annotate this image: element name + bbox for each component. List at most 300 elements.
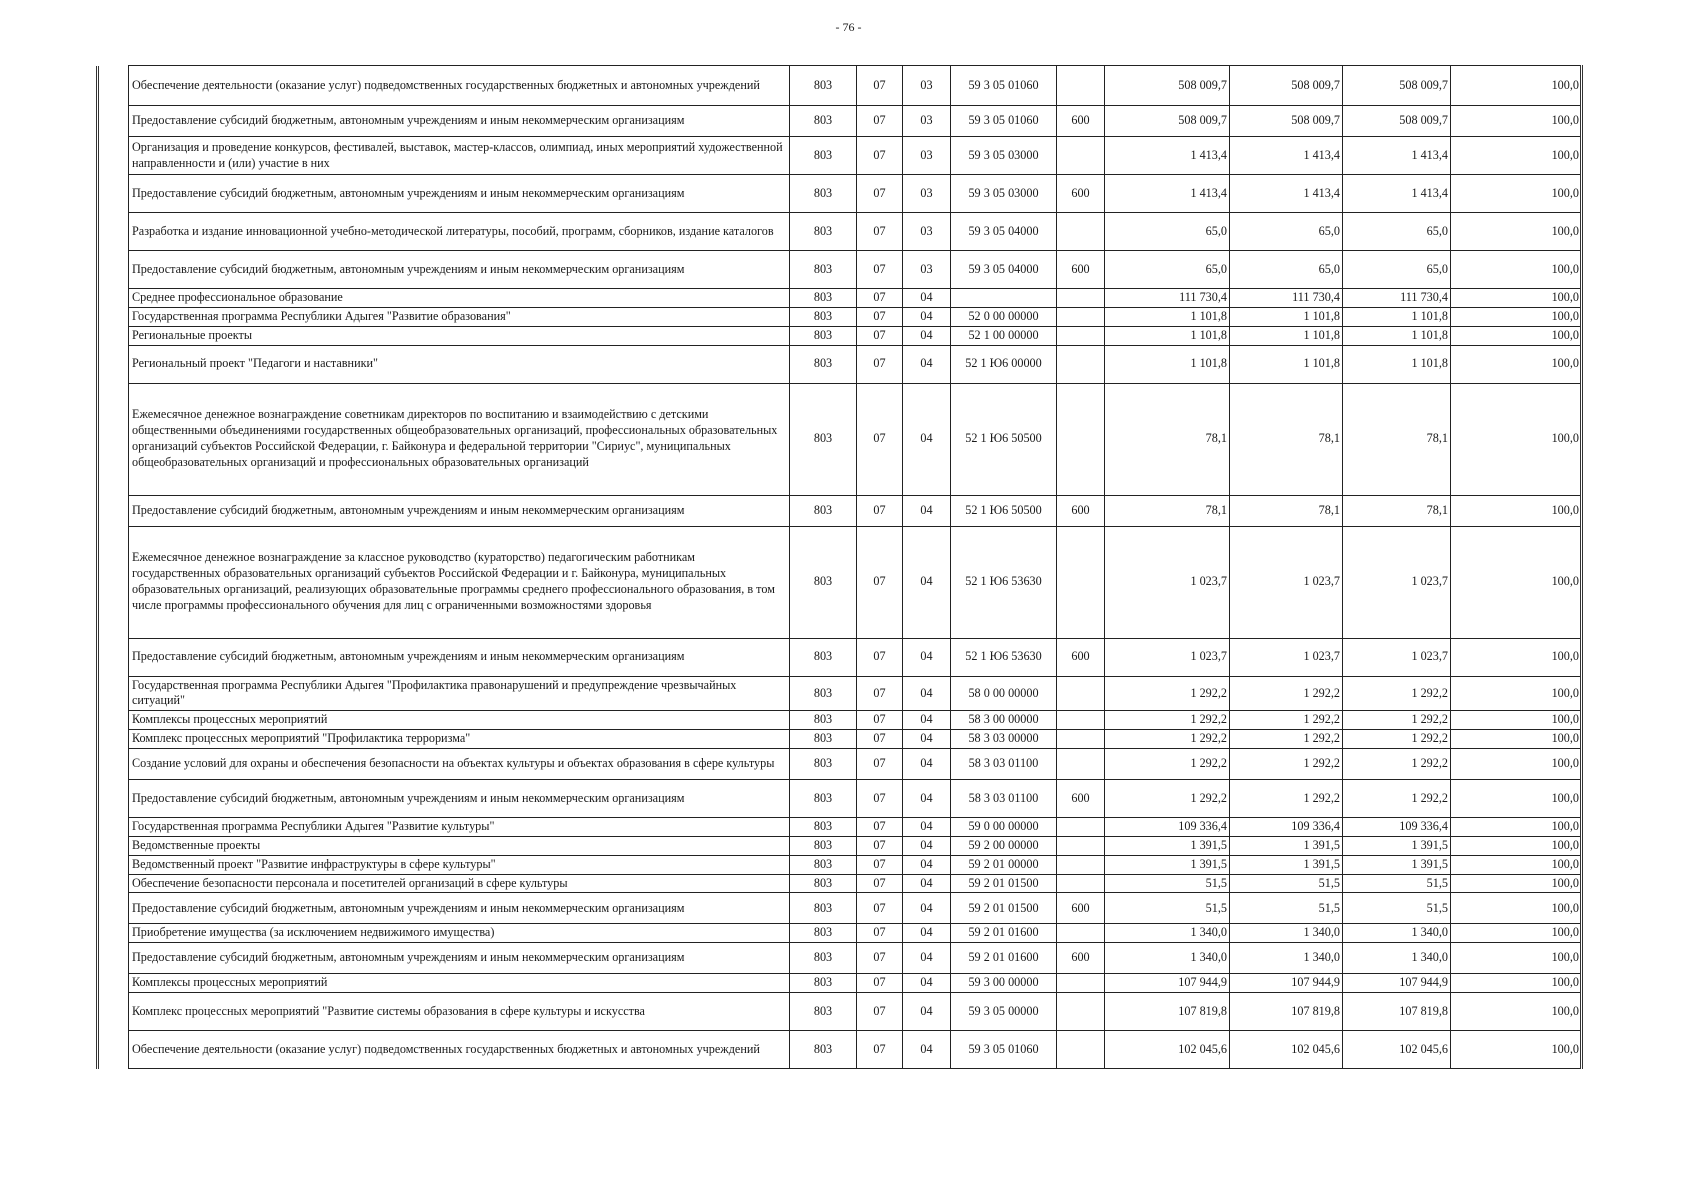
- row-amount-3: 1 413,4: [1343, 175, 1451, 213]
- row-description: Обеспечение безопасности персонала и посетителей организаций в сфере культуры: [129, 874, 790, 893]
- row-amount-2: 1 292,2: [1230, 749, 1343, 780]
- table-row: [98, 495, 1582, 526]
- row-margin-cell: [98, 251, 129, 289]
- row-amount-2: 1 101,8: [1230, 345, 1343, 383]
- row-amount-2: 107 944,9: [1230, 974, 1343, 993]
- row-subsection-code: 04: [903, 836, 951, 855]
- row-percent: 100,0: [1451, 780, 1582, 818]
- row-expense-type: [1057, 307, 1105, 326]
- row-subsection-code: 04: [903, 526, 951, 638]
- row-expense-type: [1057, 66, 1105, 106]
- row-margin-cell: [98, 326, 129, 345]
- row-amount-3: 1 340,0: [1343, 943, 1451, 974]
- row-expense-type: [1057, 749, 1105, 780]
- row-description: Комплекс процессных мероприятий "Профилактика терроризма": [129, 730, 790, 749]
- row-amount-1: 508 009,7: [1105, 66, 1230, 106]
- row-description: Государственная программа Республики Адыгея "Развитие образования": [129, 307, 790, 326]
- row-target-article: 58 3 00 00000: [951, 711, 1057, 730]
- row-amount-2: 65,0: [1230, 213, 1343, 251]
- row-amount-1: 1 292,2: [1105, 711, 1230, 730]
- row-expense-type: [1057, 874, 1105, 893]
- row-amount-1: 1 101,8: [1105, 326, 1230, 345]
- row-amount-1: 1 413,4: [1105, 175, 1230, 213]
- row-ministry-code: 803: [790, 251, 857, 289]
- row-section-code: 07: [857, 711, 903, 730]
- row-target-article: 59 3 00 00000: [951, 974, 1057, 993]
- row-amount-2: 1 413,4: [1230, 175, 1343, 213]
- row-amount-1: 508 009,7: [1105, 106, 1230, 137]
- row-amount-2: 65,0: [1230, 251, 1343, 289]
- row-amount-3: 107 944,9: [1343, 974, 1451, 993]
- row-amount-3: 109 336,4: [1343, 818, 1451, 837]
- row-expense-type: [1057, 993, 1105, 1031]
- row-amount-2: 51,5: [1230, 893, 1343, 924]
- row-amount-1: 1 391,5: [1105, 836, 1230, 855]
- row-amount-2: 51,5: [1230, 874, 1343, 893]
- row-section-code: 07: [857, 1031, 903, 1069]
- row-section-code: 07: [857, 326, 903, 345]
- row-amount-1: 111 730,4: [1105, 289, 1230, 308]
- row-amount-1: 1 391,5: [1105, 855, 1230, 874]
- row-subsection-code: 04: [903, 993, 951, 1031]
- table-row: [98, 66, 1582, 106]
- row-target-article: 59 2 01 01500: [951, 893, 1057, 924]
- row-amount-3: 1 101,8: [1343, 345, 1451, 383]
- row-amount-1: 1 292,2: [1105, 730, 1230, 749]
- row-ministry-code: 803: [790, 676, 857, 711]
- row-section-code: 07: [857, 730, 903, 749]
- row-amount-2: 1 023,7: [1230, 526, 1343, 638]
- row-subsection-code: 04: [903, 345, 951, 383]
- row-percent: 100,0: [1451, 345, 1582, 383]
- table-row: [98, 943, 1582, 974]
- row-description: Ежемесячное денежное вознаграждение за классное руководство (кураторство) педагогическим работникам государственных образовательных организаций субъектов Российской Федерации и г. Байконура, муниципальных образовательных организаций, реализующих образовательные программы среднего профессионального образования, в том числе программы профессионального обучения для лиц с ограниченными возможностями здоровья: [129, 526, 790, 638]
- row-expense-type: [1057, 326, 1105, 345]
- row-section-code: 07: [857, 874, 903, 893]
- row-section-code: 07: [857, 526, 903, 638]
- table-row: [98, 251, 1582, 289]
- row-amount-1: 1 340,0: [1105, 924, 1230, 943]
- row-description: Предоставление субсидий бюджетным, автономным учреждениям и иным некоммерческим организациям: [129, 495, 790, 526]
- table-row: [98, 749, 1582, 780]
- row-subsection-code: 04: [903, 1031, 951, 1069]
- table-row: [98, 137, 1582, 175]
- row-amount-3: 1 391,5: [1343, 855, 1451, 874]
- row-subsection-code: 04: [903, 818, 951, 837]
- row-amount-3: 508 009,7: [1343, 106, 1451, 137]
- table-row: [98, 780, 1582, 818]
- row-expense-type: [1057, 855, 1105, 874]
- row-expense-type: [1057, 1031, 1105, 1069]
- row-margin-cell: [98, 874, 129, 893]
- row-subsection-code: 04: [903, 730, 951, 749]
- row-section-code: 07: [857, 836, 903, 855]
- row-margin-cell: [98, 1031, 129, 1069]
- row-amount-3: 508 009,7: [1343, 66, 1451, 106]
- row-expense-type: [1057, 213, 1105, 251]
- table-row: [98, 638, 1582, 676]
- row-margin-cell: [98, 213, 129, 251]
- row-amount-1: 65,0: [1105, 251, 1230, 289]
- row-section-code: 07: [857, 749, 903, 780]
- row-ministry-code: 803: [790, 749, 857, 780]
- row-margin-cell: [98, 730, 129, 749]
- row-section-code: 07: [857, 924, 903, 943]
- row-percent: 100,0: [1451, 993, 1582, 1031]
- row-margin-cell: [98, 855, 129, 874]
- row-ministry-code: 803: [790, 974, 857, 993]
- row-amount-2: 1 292,2: [1230, 676, 1343, 711]
- row-amount-3: 1 101,8: [1343, 326, 1451, 345]
- budget-table: [96, 65, 1583, 1069]
- row-section-code: 07: [857, 974, 903, 993]
- row-amount-2: 78,1: [1230, 495, 1343, 526]
- row-subsection-code: 04: [903, 495, 951, 526]
- table-row: [98, 874, 1582, 893]
- row-percent: 100,0: [1451, 106, 1582, 137]
- row-percent: 100,0: [1451, 175, 1582, 213]
- table-row: [98, 1031, 1582, 1069]
- row-subsection-code: 04: [903, 974, 951, 993]
- row-ministry-code: 803: [790, 289, 857, 308]
- row-amount-2: 109 336,4: [1230, 818, 1343, 837]
- row-margin-cell: [98, 780, 129, 818]
- row-subsection-code: 04: [903, 638, 951, 676]
- row-amount-2: 508 009,7: [1230, 106, 1343, 137]
- row-expense-type: 600: [1057, 943, 1105, 974]
- table-row: [98, 855, 1582, 874]
- row-amount-1: 1 340,0: [1105, 943, 1230, 974]
- row-ministry-code: 803: [790, 638, 857, 676]
- row-amount-1: 78,1: [1105, 383, 1230, 495]
- row-percent: 100,0: [1451, 874, 1582, 893]
- row-ministry-code: 803: [790, 711, 857, 730]
- row-percent: 100,0: [1451, 924, 1582, 943]
- row-target-article: [951, 289, 1057, 308]
- row-subsection-code: 04: [903, 711, 951, 730]
- row-margin-cell: [98, 383, 129, 495]
- row-percent: 100,0: [1451, 855, 1582, 874]
- table-row: [98, 526, 1582, 638]
- row-percent: 100,0: [1451, 638, 1582, 676]
- row-section-code: 07: [857, 137, 903, 175]
- row-amount-3: 51,5: [1343, 874, 1451, 893]
- row-description: Приобретение имущества (за исключением недвижимого имущества): [129, 924, 790, 943]
- row-amount-2: 1 292,2: [1230, 730, 1343, 749]
- row-amount-1: 107 819,8: [1105, 993, 1230, 1031]
- row-subsection-code: 04: [903, 893, 951, 924]
- row-ministry-code: 803: [790, 924, 857, 943]
- row-subsection-code: 04: [903, 874, 951, 893]
- row-amount-3: 1 292,2: [1343, 711, 1451, 730]
- row-section-code: 07: [857, 676, 903, 711]
- row-description: Ведомственные проекты: [129, 836, 790, 855]
- row-expense-type: 600: [1057, 780, 1105, 818]
- row-target-article: 59 2 01 01500: [951, 874, 1057, 893]
- table-row: [98, 818, 1582, 837]
- row-target-article: 58 3 03 00000: [951, 730, 1057, 749]
- row-amount-2: 107 819,8: [1230, 993, 1343, 1031]
- row-target-article: 52 1 Ю6 50500: [951, 495, 1057, 526]
- page-number: - 76 -: [835, 20, 862, 34]
- row-percent: 100,0: [1451, 383, 1582, 495]
- row-section-code: 07: [857, 175, 903, 213]
- row-percent: 100,0: [1451, 326, 1582, 345]
- row-percent: 100,0: [1451, 495, 1582, 526]
- row-description: Региональный проект "Педагоги и наставники": [129, 345, 790, 383]
- row-expense-type: [1057, 289, 1105, 308]
- row-target-article: 59 3 05 03000: [951, 175, 1057, 213]
- row-expense-type: [1057, 383, 1105, 495]
- row-subsection-code: 04: [903, 924, 951, 943]
- row-target-article: 59 3 05 04000: [951, 213, 1057, 251]
- row-target-article: 52 1 Ю6 53630: [951, 526, 1057, 638]
- row-margin-cell: [98, 749, 129, 780]
- row-subsection-code: 04: [903, 943, 951, 974]
- table-row: [98, 730, 1582, 749]
- row-margin-cell: [98, 307, 129, 326]
- row-amount-3: 1 292,2: [1343, 780, 1451, 818]
- row-section-code: 07: [857, 638, 903, 676]
- row-amount-3: 1 340,0: [1343, 924, 1451, 943]
- row-percent: 100,0: [1451, 676, 1582, 711]
- row-expense-type: [1057, 676, 1105, 711]
- row-ministry-code: 803: [790, 1031, 857, 1069]
- row-margin-cell: [98, 711, 129, 730]
- table-row: [98, 213, 1582, 251]
- row-subsection-code: 04: [903, 326, 951, 345]
- row-margin-cell: [98, 924, 129, 943]
- row-percent: 100,0: [1451, 818, 1582, 837]
- row-amount-2: 1 023,7: [1230, 638, 1343, 676]
- row-subsection-code: 04: [903, 383, 951, 495]
- row-section-code: 07: [857, 66, 903, 106]
- row-expense-type: [1057, 526, 1105, 638]
- row-section-code: 07: [857, 345, 903, 383]
- row-expense-type: [1057, 711, 1105, 730]
- row-expense-type: 600: [1057, 175, 1105, 213]
- row-percent: 100,0: [1451, 307, 1582, 326]
- row-target-article: 52 1 Ю6 00000: [951, 345, 1057, 383]
- row-description: Предоставление субсидий бюджетным, автономным учреждениям и иным некоммерческим организациям: [129, 175, 790, 213]
- row-description: Предоставление субсидий бюджетным, автономным учреждениям и иным некоммерческим организациям: [129, 251, 790, 289]
- row-description: Предоставление субсидий бюджетным, автономным учреждениям и иным некоммерческим организациям: [129, 780, 790, 818]
- row-description: Организация и проведение конкурсов, фестивалей, выставок, мастер-классов, олимпиад, иных мероприятий художественной направленности и (или) участие в них: [129, 137, 790, 175]
- row-percent: 100,0: [1451, 730, 1582, 749]
- row-amount-2: 1 413,4: [1230, 137, 1343, 175]
- row-target-article: 52 0 00 00000: [951, 307, 1057, 326]
- row-margin-cell: [98, 345, 129, 383]
- row-target-article: 59 3 05 03000: [951, 137, 1057, 175]
- row-ministry-code: 803: [790, 993, 857, 1031]
- row-ministry-code: 803: [790, 383, 857, 495]
- row-subsection-code: 03: [903, 175, 951, 213]
- row-description: Государственная программа Республики Адыгея "Развитие культуры": [129, 818, 790, 837]
- row-ministry-code: 803: [790, 893, 857, 924]
- row-amount-1: 1 413,4: [1105, 137, 1230, 175]
- row-expense-type: 600: [1057, 251, 1105, 289]
- row-subsection-code: 04: [903, 289, 951, 308]
- row-section-code: 07: [857, 106, 903, 137]
- row-percent: 100,0: [1451, 974, 1582, 993]
- row-margin-cell: [98, 106, 129, 137]
- row-margin-cell: [98, 993, 129, 1031]
- table-row: [98, 993, 1582, 1031]
- row-amount-3: 1 292,2: [1343, 730, 1451, 749]
- row-subsection-code: 04: [903, 307, 951, 326]
- row-margin-cell: [98, 676, 129, 711]
- row-description: Ежемесячное денежное вознаграждение советникам директоров по воспитанию и взаимодействию с детскими общественными объединениями государственных общеобразовательных организаций, профессиональных образовательных организаций субъектов Российской Федерации, г. Байконура и федеральной территории "Сириус", муниципальных общеобразовательных организаций и профессиональных образовательных организаций: [129, 383, 790, 495]
- row-ministry-code: 803: [790, 326, 857, 345]
- row-ministry-code: 803: [790, 730, 857, 749]
- row-expense-type: [1057, 818, 1105, 837]
- row-margin-cell: [98, 836, 129, 855]
- row-amount-1: 1 101,8: [1105, 345, 1230, 383]
- row-description: Предоставление субсидий бюджетным, автономным учреждениям и иным некоммерческим организациям: [129, 943, 790, 974]
- table-row: [98, 711, 1582, 730]
- row-section-code: 07: [857, 495, 903, 526]
- row-amount-3: 65,0: [1343, 251, 1451, 289]
- row-ministry-code: 803: [790, 307, 857, 326]
- row-ministry-code: 803: [790, 943, 857, 974]
- row-subsection-code: 04: [903, 749, 951, 780]
- row-target-article: 52 1 Ю6 53630: [951, 638, 1057, 676]
- row-expense-type: 600: [1057, 495, 1105, 526]
- row-target-article: 58 0 00 00000: [951, 676, 1057, 711]
- row-subsection-code: 03: [903, 213, 951, 251]
- row-subsection-code: 03: [903, 106, 951, 137]
- row-description: Обеспечение деятельности (оказание услуг) подведомственных государственных бюджетных и автономных учреждений: [129, 1031, 790, 1069]
- row-target-article: 59 2 00 00000: [951, 836, 1057, 855]
- row-amount-3: 107 819,8: [1343, 993, 1451, 1031]
- row-description: Региональные проекты: [129, 326, 790, 345]
- row-percent: 100,0: [1451, 836, 1582, 855]
- row-amount-1: 51,5: [1105, 893, 1230, 924]
- table-row: [98, 289, 1582, 308]
- row-margin-cell: [98, 137, 129, 175]
- row-amount-3: 1 413,4: [1343, 137, 1451, 175]
- row-target-article: 59 3 05 01060: [951, 66, 1057, 106]
- row-amount-2: 1 340,0: [1230, 943, 1343, 974]
- row-amount-2: 111 730,4: [1230, 289, 1343, 308]
- row-margin-cell: [98, 495, 129, 526]
- row-margin-cell: [98, 893, 129, 924]
- row-expense-type: [1057, 974, 1105, 993]
- table-body: [98, 66, 1582, 1069]
- row-percent: 100,0: [1451, 893, 1582, 924]
- row-ministry-code: 803: [790, 213, 857, 251]
- row-amount-3: 1 023,7: [1343, 638, 1451, 676]
- row-section-code: 07: [857, 289, 903, 308]
- row-amount-1: 51,5: [1105, 874, 1230, 893]
- row-amount-3: 65,0: [1343, 213, 1451, 251]
- row-percent: 100,0: [1451, 251, 1582, 289]
- row-ministry-code: 803: [790, 818, 857, 837]
- row-percent: 100,0: [1451, 289, 1582, 308]
- row-amount-2: 1 101,8: [1230, 326, 1343, 345]
- row-target-article: 52 1 00 00000: [951, 326, 1057, 345]
- row-section-code: 07: [857, 383, 903, 495]
- table-row: [98, 893, 1582, 924]
- row-percent: 100,0: [1451, 213, 1582, 251]
- row-target-article: 59 3 05 01060: [951, 1031, 1057, 1069]
- row-section-code: 07: [857, 943, 903, 974]
- row-amount-3: 102 045,6: [1343, 1031, 1451, 1069]
- row-description: Предоставление субсидий бюджетным, автономным учреждениям и иным некоммерческим организациям: [129, 638, 790, 676]
- table-row: [98, 836, 1582, 855]
- row-amount-1: 1 292,2: [1105, 676, 1230, 711]
- row-section-code: 07: [857, 893, 903, 924]
- row-amount-2: 1 292,2: [1230, 711, 1343, 730]
- row-expense-type: 600: [1057, 638, 1105, 676]
- row-ministry-code: 803: [790, 526, 857, 638]
- row-description: Комплексы процессных мероприятий: [129, 711, 790, 730]
- row-section-code: 07: [857, 818, 903, 837]
- table-row: [98, 383, 1582, 495]
- row-amount-2: 1 292,2: [1230, 780, 1343, 818]
- row-ministry-code: 803: [790, 874, 857, 893]
- row-ministry-code: 803: [790, 855, 857, 874]
- table-row: [98, 307, 1582, 326]
- row-amount-1: 1 292,2: [1105, 780, 1230, 818]
- row-description: Комплексы процессных мероприятий: [129, 974, 790, 993]
- row-margin-cell: [98, 638, 129, 676]
- row-amount-2: 102 045,6: [1230, 1031, 1343, 1069]
- row-ministry-code: 803: [790, 836, 857, 855]
- row-percent: 100,0: [1451, 711, 1582, 730]
- row-amount-1: 78,1: [1105, 495, 1230, 526]
- table-row: [98, 106, 1582, 137]
- table-row: [98, 326, 1582, 345]
- row-margin-cell: [98, 289, 129, 308]
- row-target-article: 59 2 01 00000: [951, 855, 1057, 874]
- row-ministry-code: 803: [790, 66, 857, 106]
- row-amount-3: 78,1: [1343, 383, 1451, 495]
- row-amount-2: 78,1: [1230, 383, 1343, 495]
- row-description: Разработка и издание инновационной учебно-методической литературы, пособий, программ, сборников, издание каталогов: [129, 213, 790, 251]
- row-amount-1: 1 292,2: [1105, 749, 1230, 780]
- row-percent: 100,0: [1451, 943, 1582, 974]
- row-amount-3: 51,5: [1343, 893, 1451, 924]
- row-target-article: 52 1 Ю6 50500: [951, 383, 1057, 495]
- row-margin-cell: [98, 974, 129, 993]
- table-row: [98, 175, 1582, 213]
- row-target-article: 59 3 05 00000: [951, 993, 1057, 1031]
- row-amount-3: 1 391,5: [1343, 836, 1451, 855]
- row-description: Ведомственный проект "Развитие инфраструктуры в сфере культуры": [129, 855, 790, 874]
- row-amount-3: 1 023,7: [1343, 526, 1451, 638]
- row-section-code: 07: [857, 251, 903, 289]
- row-expense-type: 600: [1057, 893, 1105, 924]
- row-ministry-code: 803: [790, 137, 857, 175]
- row-ministry-code: 803: [790, 106, 857, 137]
- row-expense-type: [1057, 345, 1105, 383]
- row-target-article: 59 3 05 04000: [951, 251, 1057, 289]
- row-description: Предоставление субсидий бюджетным, автономным учреждениям и иным некоммерческим организациям: [129, 893, 790, 924]
- row-expense-type: 600: [1057, 106, 1105, 137]
- row-target-article: 59 3 05 01060: [951, 106, 1057, 137]
- row-percent: 100,0: [1451, 66, 1582, 106]
- row-subsection-code: 03: [903, 137, 951, 175]
- row-target-article: 58 3 03 01100: [951, 749, 1057, 780]
- row-amount-3: 111 730,4: [1343, 289, 1451, 308]
- row-subsection-code: 03: [903, 251, 951, 289]
- row-description: Обеспечение деятельности (оказание услуг) подведомственных государственных бюджетных и автономных учреждений: [129, 66, 790, 106]
- row-description: Создание условий для охраны и обеспечения безопасности на объектах культуры и объектах образования в сфере культуры: [129, 749, 790, 780]
- row-section-code: 07: [857, 213, 903, 251]
- row-amount-2: 1 391,5: [1230, 836, 1343, 855]
- row-section-code: 07: [857, 307, 903, 326]
